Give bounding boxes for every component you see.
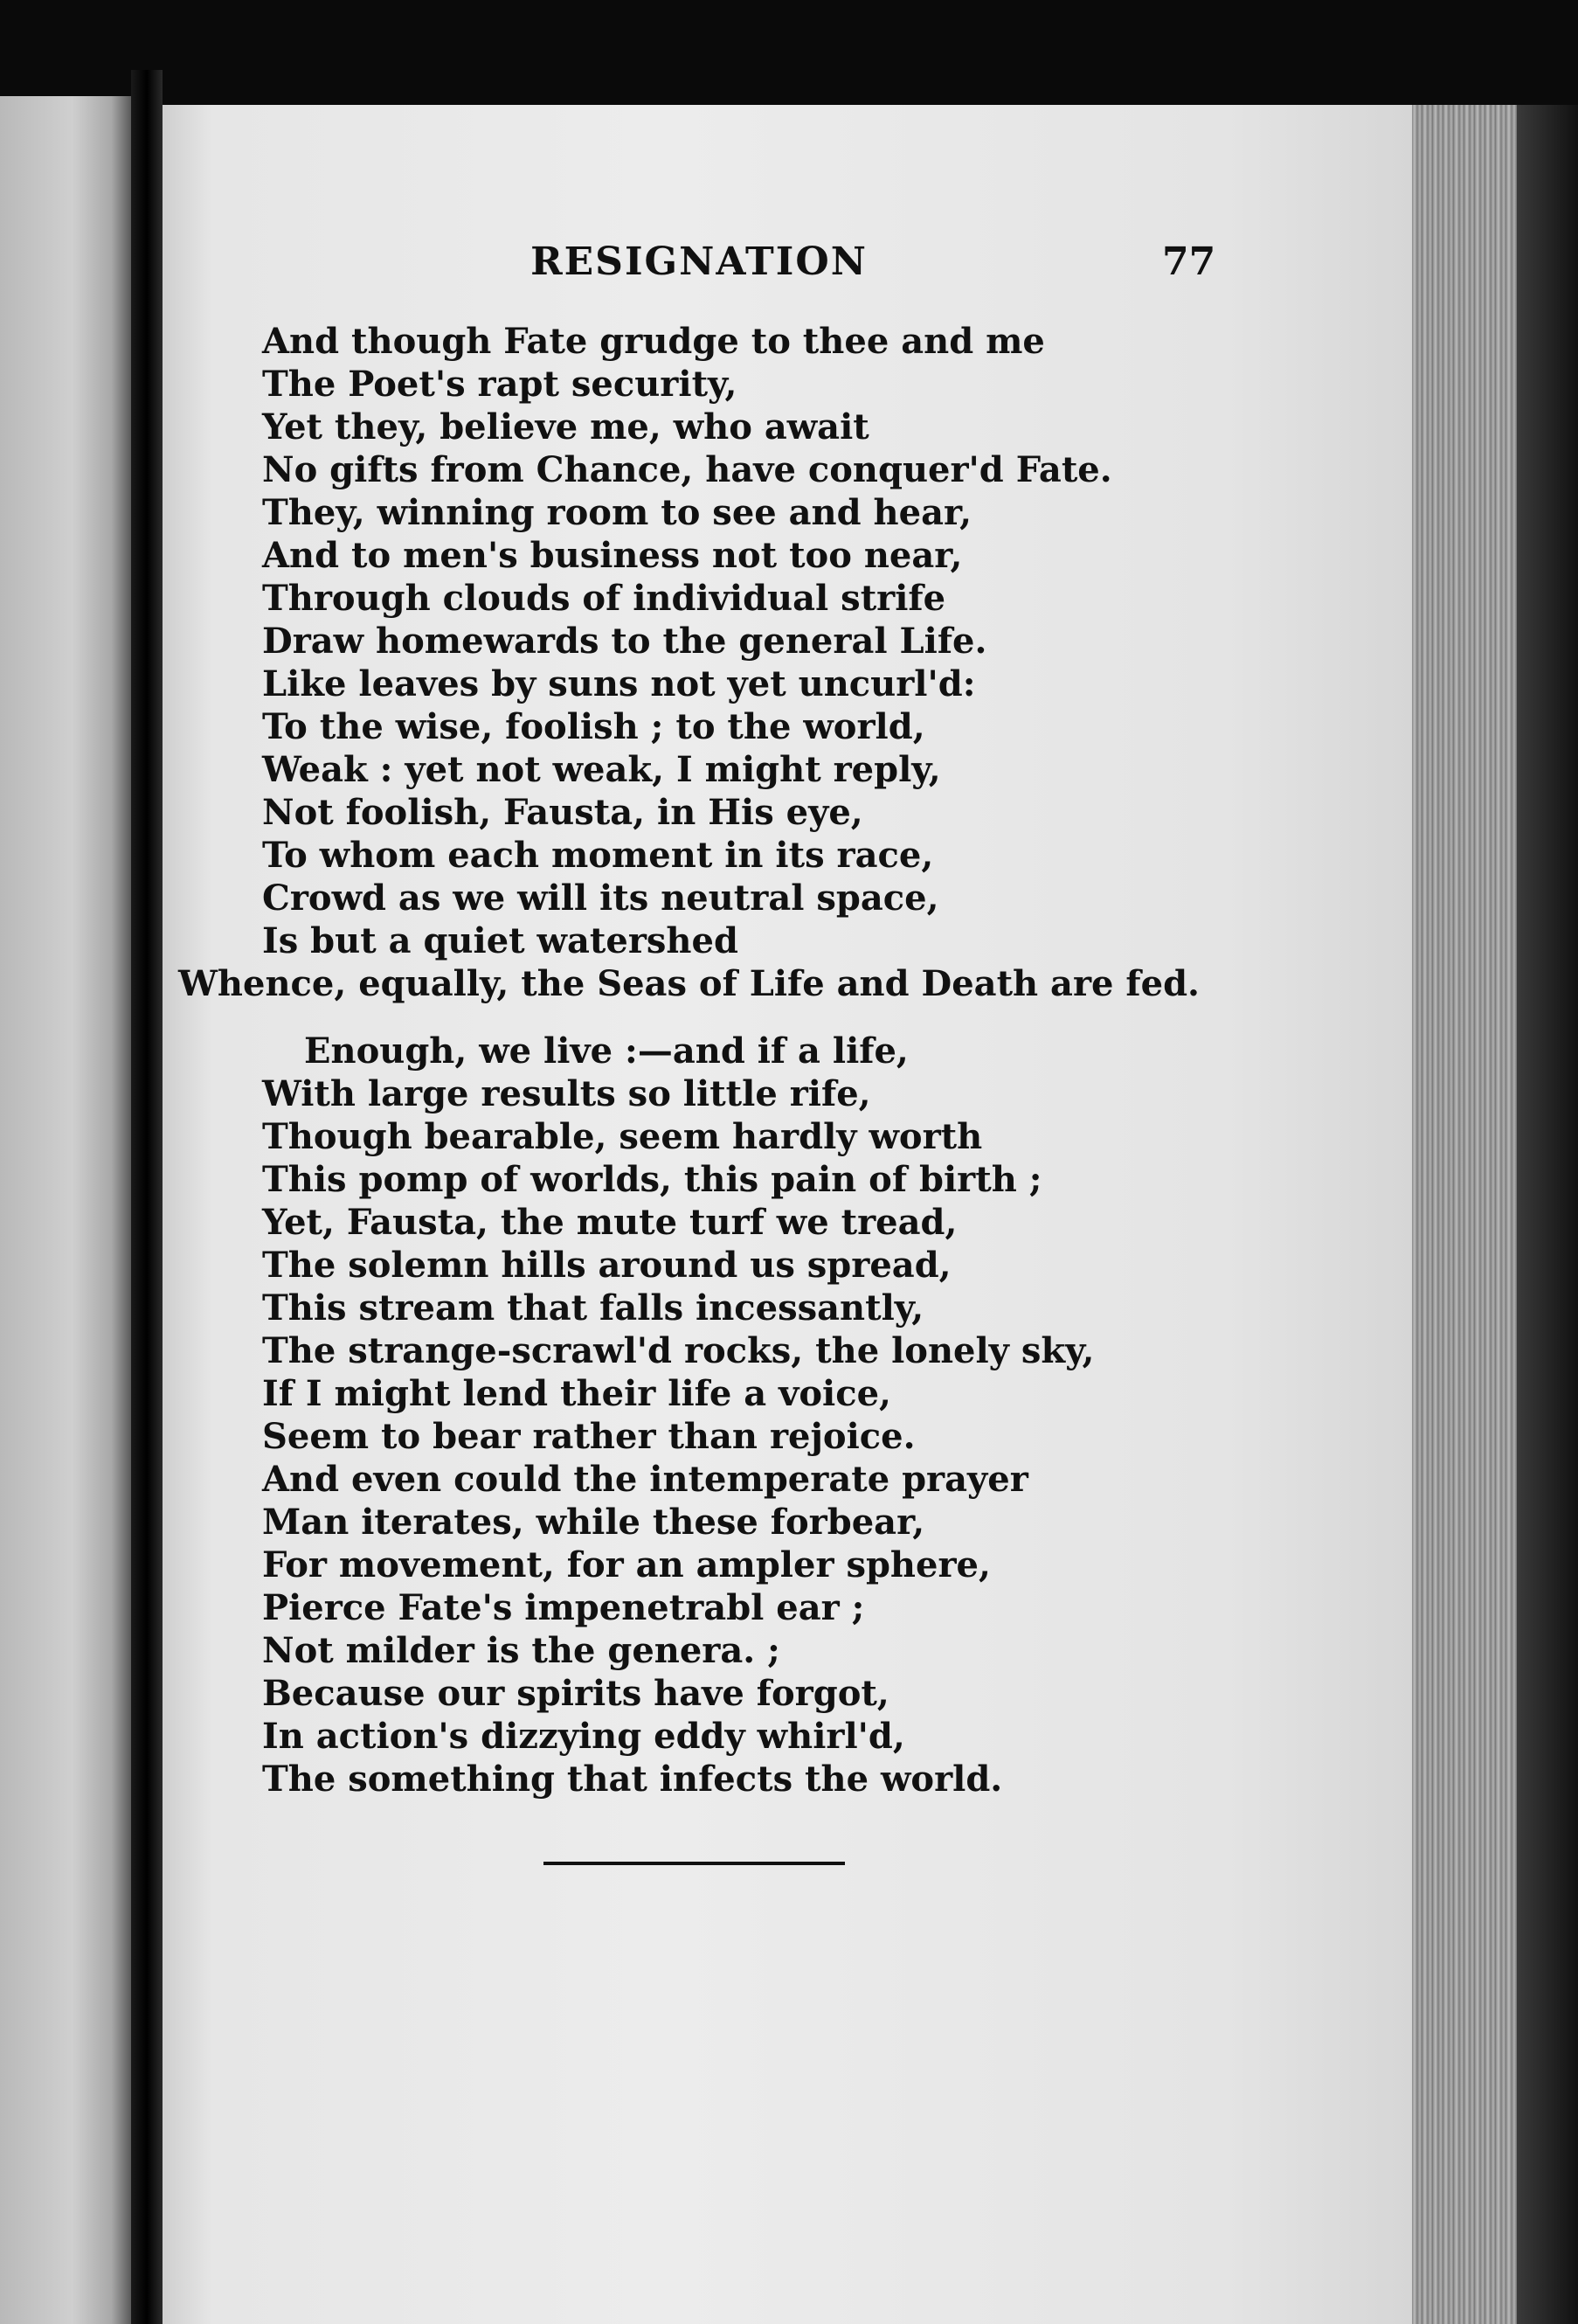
poem-line: And to men's business not too near, [262,535,963,576]
stanza-1 [178,320,1200,1005]
poem-line: The solemn hills around us spread, [262,1245,952,1286]
poem-line: Weak : yet not weak, I might reply, [262,749,941,790]
stanza-2 [262,1030,1094,1800]
poem-line-alexandrine: Whence, equally, the Seas of Life and Death are fed. [178,963,1200,1004]
poem-line: To the wise, foolish ; to the world, [262,706,925,747]
poem-line: And even could the intemperate prayer [262,1459,1028,1500]
poem-line: For movement, for an ampler sphere, [262,1544,991,1585]
poem-line: Through clouds of individual strife [262,578,946,619]
poem-line: Like leaves by suns not yet uncurl'd: [262,663,976,704]
poem-line: Draw homewards to the general Life. [262,621,987,662]
end-rule-divider [543,1862,845,1865]
poem-line: Yet they, believe me, who await [262,406,869,447]
poem-line: Seem to bear rather than rejoice. [262,1416,916,1457]
poem-line: Yet, Fausta, the mute turf we tread, [262,1202,958,1243]
poem-line: This stream that falls incessantly, [262,1287,924,1328]
poem-line: The Poet's rapt security, [262,364,737,405]
poem-line: With large results so little rife, [262,1073,871,1114]
poem-line: No gifts from Chance, have conquer'd Fate. [262,449,1112,490]
poem-line: Because our spirits have forgot, [262,1673,889,1714]
poem-line: Pierce Fate's impenetrabl ear ; [262,1587,865,1628]
poem-line: Crowd as we will its neutral space, [262,878,939,919]
poem-line: In action's dizzying eddy whirl'd, [262,1716,905,1757]
poem-line: Man iterates, while these forbear, [262,1502,925,1543]
poem-line: The something that infects the world. [262,1759,1003,1800]
poem-line: They, winning room to see and hear, [262,492,972,533]
poem-line: Not milder is the genera. ; [262,1630,780,1671]
poem-line-stanza-opening: Enough, we live :—and if a life, [304,1030,909,1072]
poem-line: To whom each moment in its race, [262,835,934,876]
running-title: RESIGNATION [530,239,868,284]
poem-line: Not foolish, Fausta, in His eye, [262,792,863,833]
poem-line: Though bearable, seem hardly worth [262,1116,983,1157]
poem-line: And though Fate grudge to thee and me [262,321,1045,362]
page-number: 77 [1162,239,1216,284]
poem-line: Is but a quiet watershed [262,920,738,961]
poem-line: The strange-scrawl'd rocks, the lonely sky, [262,1330,1095,1371]
poem-line: If I might lend their life a voice, [262,1373,891,1414]
poem-line: This pomp of worlds, this pain of birth ; [262,1159,1042,1200]
